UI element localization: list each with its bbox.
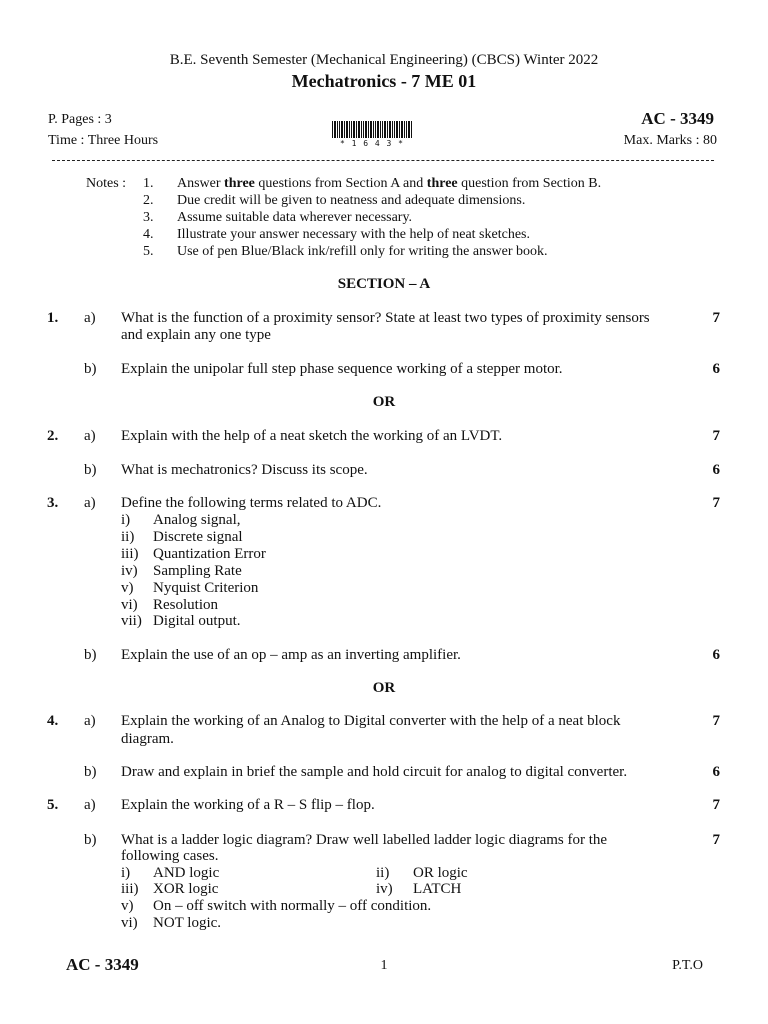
marks: 7 xyxy=(712,310,720,326)
page-number: 1 xyxy=(380,958,388,973)
list-item: NOT logic. xyxy=(153,915,222,931)
marks: 7 xyxy=(712,495,720,511)
footer-paper-code: AC - 3349 xyxy=(66,955,139,974)
subquestion-label: b) xyxy=(84,832,97,848)
list-item: Nyquist Criterion xyxy=(153,580,259,596)
question-text: diagram. xyxy=(121,731,174,747)
question-number: 1. xyxy=(47,310,59,326)
max-marks: Max. Marks : 80 xyxy=(623,133,717,148)
note-1: Answer three questions from Section A and three question from Section B. xyxy=(177,176,602,191)
question-number: 4. xyxy=(47,713,59,729)
question-text: Explain the unipolar full step phase sequence working of a stepper motor. xyxy=(121,361,563,377)
marks: 6 xyxy=(712,462,720,478)
subject-title: Mechatronics - 7 ME 01 xyxy=(291,71,477,91)
marks: 6 xyxy=(712,647,720,663)
subquestion-label: a) xyxy=(84,428,96,444)
exam-title: B.E. Seventh Semester (Mechanical Engineering) (CBCS) Winter 2022 xyxy=(169,52,599,68)
question-text: Define the following terms related to ADC. xyxy=(121,495,382,511)
note-number: 3. xyxy=(143,210,154,225)
section-heading: SECTION – A xyxy=(337,276,431,292)
list-item: Digital output. xyxy=(153,613,241,629)
question-text: What is the function of a proximity sensor? State at least two types of proximity sensors xyxy=(121,310,650,326)
subquestion-label: a) xyxy=(84,713,96,729)
list-item-number: vi) xyxy=(121,915,138,931)
note-3: Assume suitable data wherever necessary. xyxy=(177,210,413,225)
subquestion-label: b) xyxy=(84,764,97,780)
list-item: Analog signal, xyxy=(153,512,241,528)
subquestion-label: a) xyxy=(84,310,96,326)
marks: 6 xyxy=(712,361,720,377)
note-number: 2. xyxy=(143,193,154,208)
list-item: Sampling Rate xyxy=(153,563,242,579)
page-count: P. Pages : 3 xyxy=(48,112,112,127)
subquestion-label: a) xyxy=(84,495,96,511)
question-text: Explain the working of an Analog to Digital converter with the help of a neat block xyxy=(121,713,621,729)
question-text: What is a ladder logic diagram? Draw well labelled ladder logic diagrams for the xyxy=(121,832,608,848)
marks: 6 xyxy=(712,764,720,780)
note-number: 4. xyxy=(143,227,154,242)
question-text: Draw and explain in brief the sample and hold circuit for analog to digital converter. xyxy=(121,764,628,780)
marks: 7 xyxy=(712,713,720,729)
list-item: Resolution xyxy=(153,597,219,613)
list-item-number: iii) xyxy=(121,881,139,897)
marks: 7 xyxy=(712,832,720,848)
or-divider: OR xyxy=(372,394,396,410)
question-text: Explain the working of a R – S flip – flop. xyxy=(121,797,375,813)
list-item-number: iv) xyxy=(376,881,393,897)
list-item-number: ii) xyxy=(376,865,390,881)
list-item-number: iv) xyxy=(121,563,138,579)
list-item-number: v) xyxy=(121,898,134,914)
barcode xyxy=(332,121,412,138)
pto-label: P.T.O xyxy=(672,958,703,973)
note-4: Illustrate your answer necessary with the help of neat sketches. xyxy=(177,227,530,242)
subquestion-label: b) xyxy=(84,647,97,663)
note-5: Use of pen Blue/Black ink/refill only for writing the answer book. xyxy=(177,244,548,259)
list-item: Quantization Error xyxy=(153,546,266,562)
question-text: What is mechatronics? Discuss its scope. xyxy=(121,462,368,478)
list-item: XOR logic xyxy=(153,881,219,897)
question-number: 5. xyxy=(47,797,59,813)
marks: 7 xyxy=(712,428,720,444)
header-divider xyxy=(52,160,714,161)
question-text: Explain the use of an op – amp as an inverting amplifier. xyxy=(121,647,461,663)
list-item: Discrete signal xyxy=(153,529,243,545)
list-item: LATCH xyxy=(413,881,462,897)
note-number: 1. xyxy=(143,176,154,191)
list-item-number: i) xyxy=(121,512,131,528)
list-item: OR logic xyxy=(413,865,468,881)
or-divider: OR xyxy=(372,680,396,696)
question-text: and explain any one type xyxy=(121,327,271,343)
paper-code: AC - 3349 xyxy=(641,109,714,128)
list-item-number: iii) xyxy=(121,546,139,562)
question-number: 3. xyxy=(47,495,59,511)
barcode-number: * 1 6 4 3 * xyxy=(340,139,404,148)
subquestion-label: a) xyxy=(84,797,96,813)
list-item-number: vi) xyxy=(121,597,138,613)
subquestion-label: b) xyxy=(84,462,97,478)
list-item-number: v) xyxy=(121,580,134,596)
list-item: AND logic xyxy=(153,865,220,881)
list-item: On – off switch with normally – off condition. xyxy=(153,898,432,914)
marks: 7 xyxy=(712,797,720,813)
question-text: following cases. xyxy=(121,848,219,864)
notes-label: Notes : xyxy=(86,176,127,191)
note-number: 5. xyxy=(143,244,154,259)
list-item-number: ii) xyxy=(121,529,135,545)
exam-time: Time : Three Hours xyxy=(48,133,159,148)
note-2: Due credit will be given to neatness and adequate dimensions. xyxy=(177,193,526,208)
question-text: Explain with the help of a neat sketch the working of an LVDT. xyxy=(121,428,503,444)
subquestion-label: b) xyxy=(84,361,97,377)
list-item-number: vii) xyxy=(121,613,142,629)
list-item-number: i) xyxy=(121,865,131,881)
question-number: 2. xyxy=(47,428,59,444)
